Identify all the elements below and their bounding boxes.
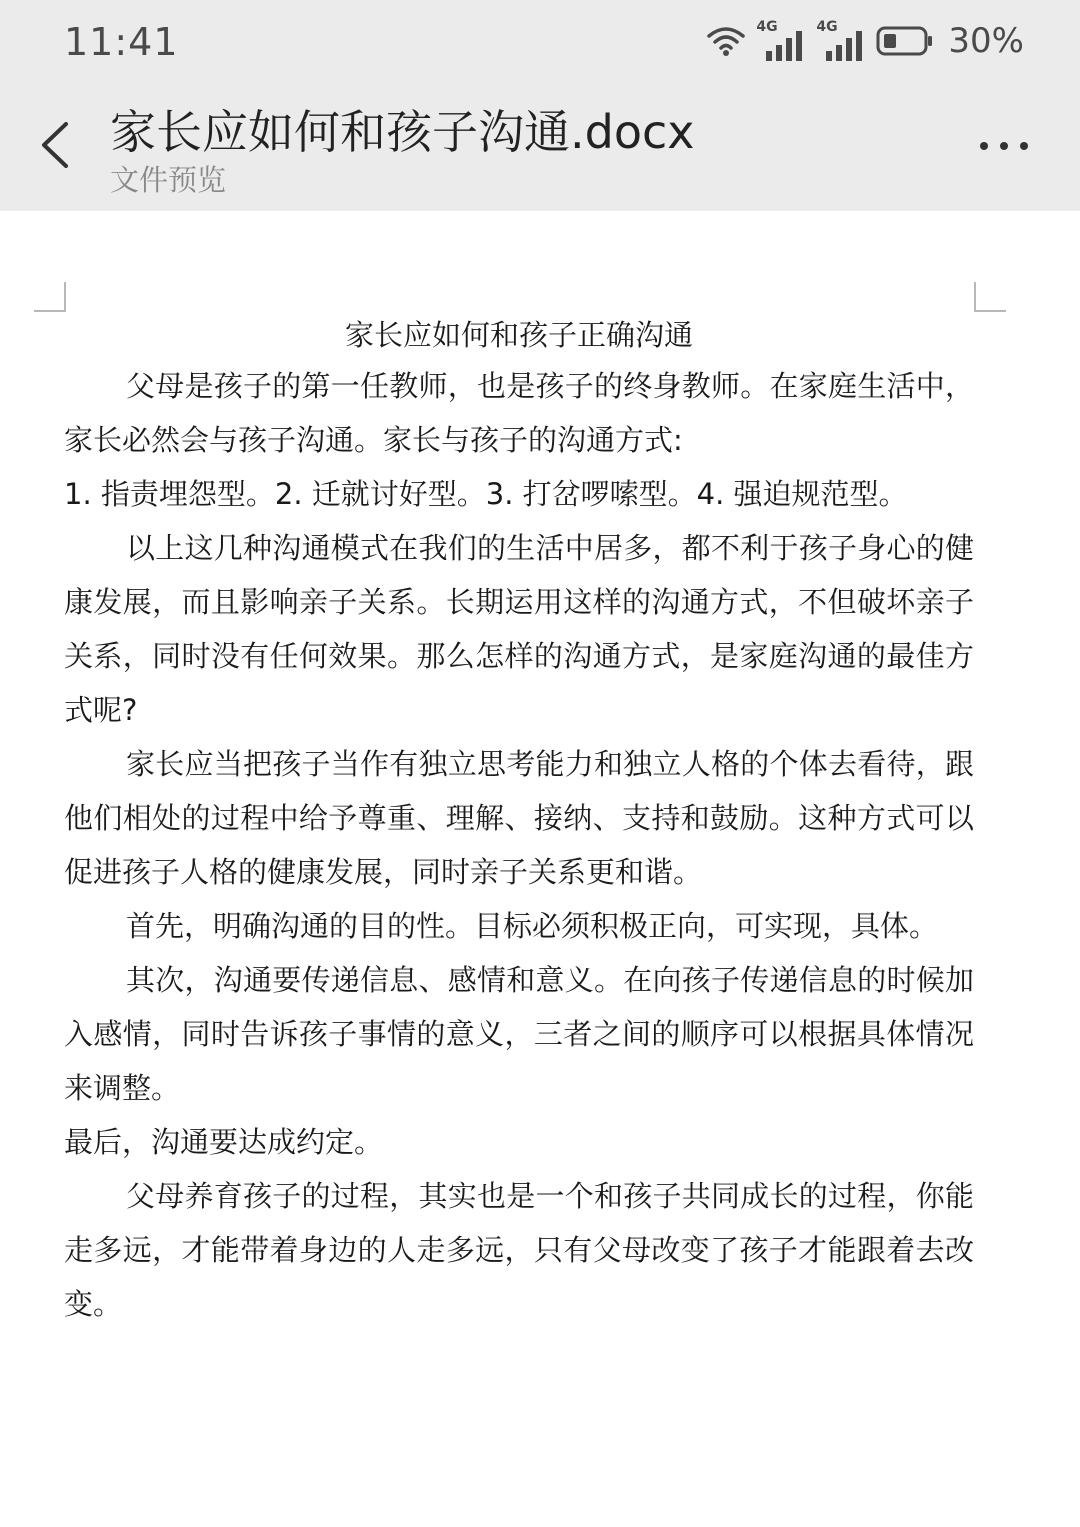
- wifi-icon: [706, 24, 746, 58]
- document-paragraph: 最后，沟通要达成约定。: [64, 1125, 384, 1159]
- document-title: 家长应如何和孩子正确沟通: [344, 318, 693, 352]
- network-type-label: 4G: [816, 19, 838, 35]
- file-preview-subtitle: 文件预览: [110, 163, 227, 197]
- status-time: 11:41: [64, 20, 179, 64]
- document-body[interactable]: [64, 313, 974, 1331]
- document-paragraph: 其次，沟通要传递信息、感情和意义。在向孩子传递信息的时候加入感情，同时告诉孩子事情的意义，三者之间的顺序可以根据具体情况来调整。: [64, 963, 974, 1105]
- document-paragraph: 家长应当把孩子当作有独立思考能力和独立人格的个体去看待，跟他们相处的过程中给予尊重、理解、接纳、支持和鼓励。这种方式可以促进孩子人格的健康发展，同时亲子关系更和谐。: [64, 747, 974, 889]
- cellular-signal-1: [756, 21, 806, 61]
- document-paragraph: 1. 指责埋怨型。2. 迁就讨好型。3. 打岔啰嗦型。4. 强迫规范型。: [64, 477, 908, 511]
- signal-bars-icon: [764, 29, 806, 61]
- document-paragraph: 首先，明确沟通的目的性。目标必须积极正向，可实现，具体。: [126, 909, 939, 943]
- document-paragraph: 父母养育孩子的过程，其实也是一个和孩子共同成长的过程，你能走多远，才能带着身边的人走多远，只有父母改变了孩子才能跟着去改变。: [64, 1179, 974, 1321]
- file-name-title: 家长应如何和孩子沟通.docx: [110, 105, 695, 159]
- chevron-left-icon: [30, 110, 90, 180]
- network-type-label: 4G: [756, 19, 778, 35]
- battery-icon: [876, 25, 934, 57]
- page-margin-corner-right: [974, 282, 1006, 312]
- page-margin-corner-left: [34, 282, 66, 312]
- signal-bars-icon: [824, 29, 866, 61]
- document-paragraph: 以上这几种沟通模式在我们的生活中居多，都不利于孩子身心的健康发展，而且影响亲子关系。长期运用这样的沟通方式，不但破坏亲子关系，同时没有任何效果。那么怎样的沟通方式，是家庭沟通的最佳方式呢?: [64, 531, 974, 727]
- document-paragraph: 父母是孩子的第一任教师，也是孩子的终身教师。在家庭生活中，家长必然会与孩子沟通。家长与孩子的沟通方式:: [64, 369, 974, 457]
- more-horizontal-icon: [974, 120, 1034, 170]
- app-header: [0, 0, 1080, 211]
- back-button[interactable]: [30, 110, 90, 180]
- status-icons: [706, 18, 1024, 64]
- battery-percentage: 30%: [948, 21, 1024, 61]
- more-options-button[interactable]: [974, 120, 1034, 170]
- cellular-signal-2: [816, 21, 866, 61]
